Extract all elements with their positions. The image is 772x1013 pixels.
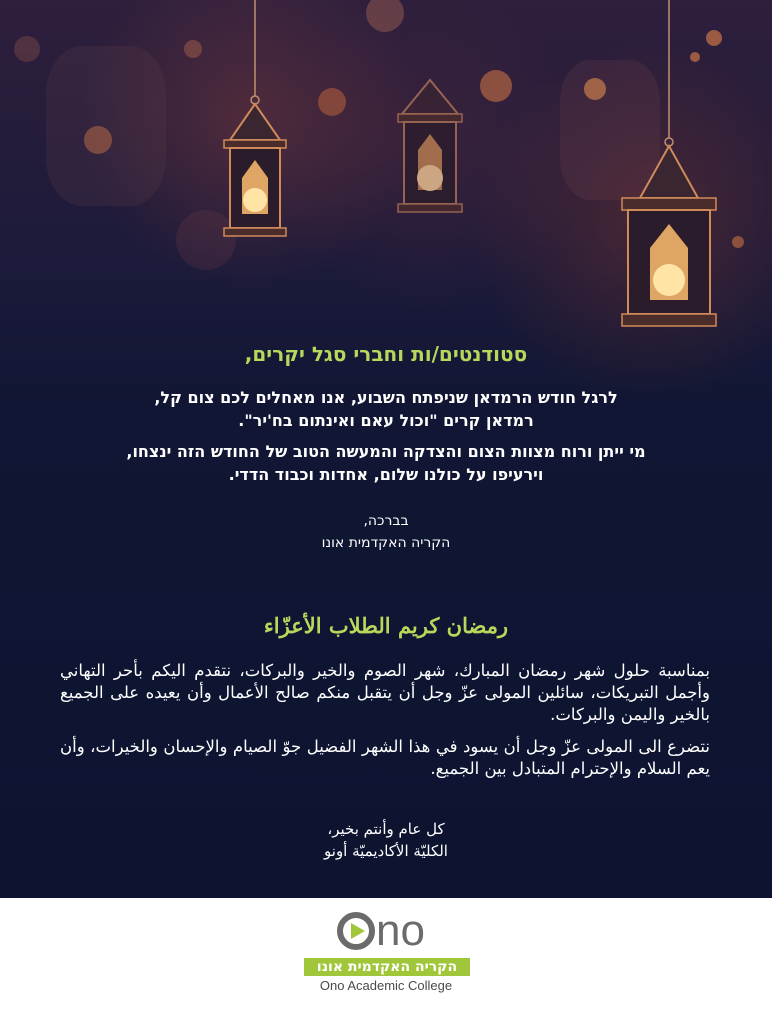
bokeh-light <box>732 236 744 248</box>
bokeh-light <box>366 0 404 32</box>
hebrew-sign-line-2: הקריה האקדמית אונו <box>321 535 451 551</box>
bokeh-light <box>584 78 606 100</box>
arabic-sign-line-2: الكليّة الأكاديميّة أونو <box>324 842 448 860</box>
arabic-sign-line-1: كل عام وأنتم بخير، <box>327 820 445 838</box>
hebrew-body <box>40 386 732 494</box>
arabic-paragraph-1: بمناسبة حلول شهر رمضان المبارك، شهر الصوم والخير والبركات، نتقدم اليكم بأحر التهاني وأجمل التبريكات، سائلين المولى عزّ وجل أن يتقبل منكم صالح الأعمال وأن يعيده على الجميع بالخير واليمن والبركات. <box>60 661 710 724</box>
bokeh-light <box>480 70 512 102</box>
hebrew-greeting-title: סטודנטים/ות וחברי סגל יקרים, <box>244 342 528 366</box>
hebrew-paragraph-1-line-2: רמדאן קרים "וכול עאם ואינתום בח'יר". <box>238 411 534 430</box>
hebrew-paragraph-2 <box>40 440 732 486</box>
bokeh-light <box>318 88 346 116</box>
hebrew-paragraph-2-line-1: מי ייתן ורוח מצוות הצום והצדקה והמעשה הטוב של החודש הזה ינצחו, <box>126 442 646 461</box>
hebrew-signature <box>40 510 732 554</box>
arabic-signature <box>40 818 732 862</box>
hebrew-paragraph-2-line-2: וירעיפו על כולנו שלום, אחדות וכבוד הדדי. <box>228 465 544 484</box>
ono-logo-english: Ono Academic College <box>319 978 453 993</box>
ono-logo-hebrew-band: הקריה האקדמית אונו <box>304 958 470 976</box>
bokeh-light <box>46 46 166 206</box>
arabic-greeting-title: رمضان كريم الطلاب الأعزّاء <box>263 613 509 638</box>
ono-logo-letters: no <box>376 906 425 955</box>
bokeh-light <box>14 36 40 62</box>
hebrew-paragraph-1-line-1: לרגל חודש הרמדאן שניפתח השבוע, אנו מאחלים לכם צום קל, <box>154 388 618 407</box>
arabic-paragraph-2: نتضرع الى المولى عزّ وجل أن يسود في هذا الشهر الفضيل جوّ الصيام والإحسان والخيرات، وأن يعم السلام والإحترام المتبادل بين الجميع. <box>60 737 710 778</box>
hebrew-paragraph-1 <box>40 386 732 432</box>
lantern-center <box>380 60 480 230</box>
lantern-left <box>200 0 310 245</box>
lantern-right <box>612 0 727 340</box>
arabic-body <box>60 660 710 790</box>
hebrew-sign-line-1: בברכה, <box>363 513 409 529</box>
